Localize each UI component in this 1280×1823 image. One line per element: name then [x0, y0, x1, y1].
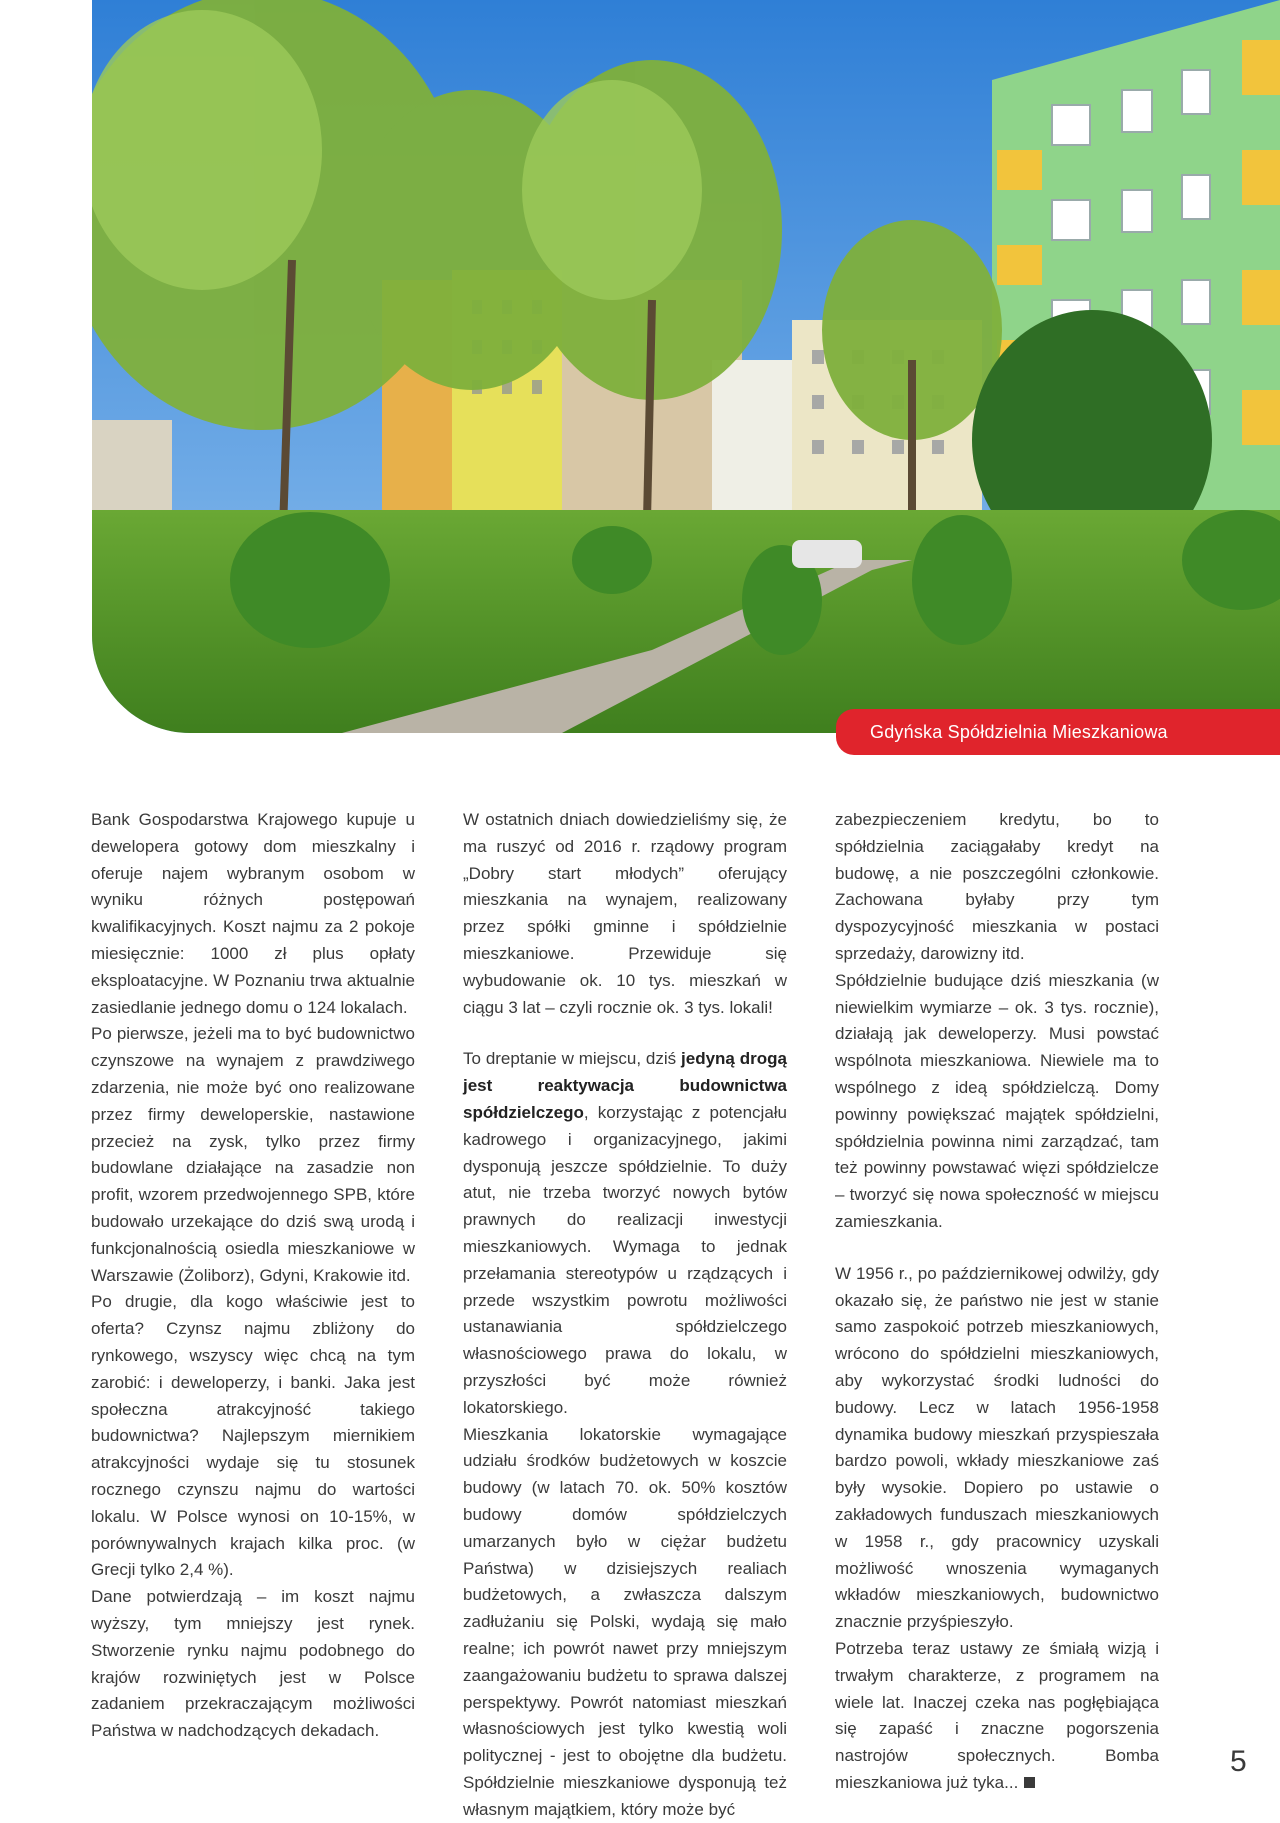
paragraph-text: Potrzeba teraz ustawy ze śmiałą wizją i trwałym charakterze, z programem na wiele lat. Inaczej czeka nas pogłębiająca się zapaść i znaczne pogorszenia nastrojów społecznych. Bomba mieszkaniowa już tyka...: [835, 1638, 1159, 1792]
column-1-paragraph-4: Dane potwierdzają – im koszt najmu wyższy, tym mniejszy jest rynek. Stworzenie rynku najmu podobnego do krajów rozwiniętych jest w Polsce zadaniem przekraczającym możliwości Państwa w nadchodzących dekadach.: [91, 1587, 415, 1741]
page-number: 5: [1230, 1745, 1247, 1778]
article-column-3: [835, 807, 1159, 1797]
column-1-paragraph-1: Bank Gospodarstwa Krajowego kupuje u dewelopera gotowy dom mieszkalny i oferuje najem wybranym osobom w wyniku różnych postępowań kwalifikacyjnych. Koszt najmu za 2 pokoje miesięcznie: 1000 zł plus opłaty eksploatacyjne. W Poznaniu trwa aktualnie zasiedlanie jednego domu o 124 lokalach.: [91, 810, 415, 1017]
column-2-paragraph-1: W ostatnich dniach dowiedzieliśmy się, że ma ruszyć od 2016 r. rządowy program „Dobry start młodych” oferujący mieszkania na wynajem, realizowany przez spółki gminne i spółdzielnie mieszkaniowe. Przewiduje się wybudowanie ok. 10 tys. mieszkań w ciągu 3 lat – czyli rocznie ok. 3 tys. lokali!: [463, 810, 787, 1017]
end-of-article-square-icon: [1024, 1777, 1035, 1788]
article-column-2: [463, 807, 787, 1823]
column-2-paragraph-3: Mieszkania lokatorskie wymagające udziału środków budżetowych w koszcie budowy (w latach 70. ok. 50% kosztów budowy domów spółdzielczych umarzanych było w ciężar budżetu Państwa) w dzisiejszych realiach budżetowych, a zwłaszcza dalszym zadłużaniu się Polski, wydają się mało realne; ich powrót nawet przy mniejszym zaangażowaniu budżetu to sprawa dalszej perspektywy. Powrót natomiast mieszkań własnościowych jest tylko kwestią woli politycznej - jest to obojętne dla budżetu. Spółdzielnie mieszkaniowe dysponują też własnym majątkiem, który może być: [463, 1424, 787, 1819]
photo-illustration: [92, 0, 1280, 733]
column-3-paragraph-4: [835, 1636, 1159, 1797]
bold-emphasis: jedyną drogą jest reaktywacja budownictwa spółdzielczego: [463, 1049, 787, 1122]
column-3-paragraph-1: zabezpieczeniem kredytu, bo to spółdzielnia zaciągałaby kredyt na budowę, a nie poszczególni członkowie. Zachowana byłaby przy tym dyspozycyjność mieszkania w postaci sprzedaży, darowizny itd.: [835, 810, 1159, 963]
column-3-paragraph-2: Spółdzielnie budujące dziś mieszkania (w niewielkim wymiarze – ok. 3 tys. rocznie), działają jak deweloperzy. Musi powstać wspólnota mieszkaniowa. Niewiele ma to wspólnego z ideą spółdzielczą. Domy powinny powiększać majątek spółdzielni, spółdzielnia powinna nimi zarządzać, tam też powinny powstawać więzi spółdzielcze – tworzyć się nowa społeczność w miejscu zamieszkania.: [835, 970, 1159, 1231]
column-1-paragraph-3: Po drugie, dla kogo właściwie jest to oferta? Czynsz najmu zbliżony do rynkowego, wszyscy więc chcą na tym zarobić: i deweloperzy, i banki. Jaka jest społeczna atrakcyjność takiego budownictwa? Najlepszym miernikiem atrakcyjności wydaje się tu stosunek rocznego czynszu najmu do wartości lokalu. W Polsce wynosi on 10-15%, w porównywalnych krajach kilka proc. (w Grecji tylko 2,4 %).: [91, 1292, 415, 1580]
column-3-paragraph-3: W 1956 r., po październikowej odwilży, gdy okazało się, że państwo nie jest w stanie samo zaspokoić potrzeb mieszkaniowych, wrócono do spółdzielni mieszkaniowych, aby wykorzystać środki ludności do budowy. Lecz w latach 1956-1958 dynamika budowy mieszkań przyspieszała bardzo powoli, wkłady mieszkaniowe zaś były wysokie. Dopiero po ustawie o zakładowych funduszach mieszkaniowych w 1958 r., gdy pracownicy uzyskali możliwość wnoszenia wymaganych wkładów mieszkaniowych, budownictwo znacznie przyśpieszyło.: [835, 1263, 1159, 1632]
paragraph-text: To dreptanie w miejscu, dziś: [463, 1049, 682, 1069]
article-column-1: [91, 807, 415, 1745]
column-2-paragraph-2: [463, 1046, 787, 1421]
paragraph-text: , korzystając z potencjału kadrowego i organizacyjnego, jakimi dysponują jeszcze spółdzielnie. To duży atut, nie trzeba tworzyć nowych bytów prawnych do realizacji inwestycji mieszkaniowych. Wymaga to jednak przełamania stereotypów u rządzących i przede wszystkim powrotu możliwości ustanawiania spółdzielczego własnościowego prawa do lokalu, w przyszłości być może również lokatorskiego.: [463, 1102, 787, 1417]
column-1-paragraph-2: Po pierwsze, jeżeli ma to być budownictwo czynszowe na wynajem z prawdziwego zdarzenia, nie może być ono realizowane przez firmy deweloperskie, nastawione przecież na zysk, tylko przez firmy budowlane działające na zasadzie non profit, wzorem przedwojennego SPB, które budowało urzekające do dziś swą urodą i funkcjonalnością osiedla mieszkaniowe w Warszawie (Żoliborz), Gdyni, Krakowie itd.: [91, 1024, 415, 1285]
housing-estate-photo: [92, 0, 1280, 733]
photo-caption: Gdyńska Spółdzielnia Mieszkaniowa: [836, 709, 1280, 755]
